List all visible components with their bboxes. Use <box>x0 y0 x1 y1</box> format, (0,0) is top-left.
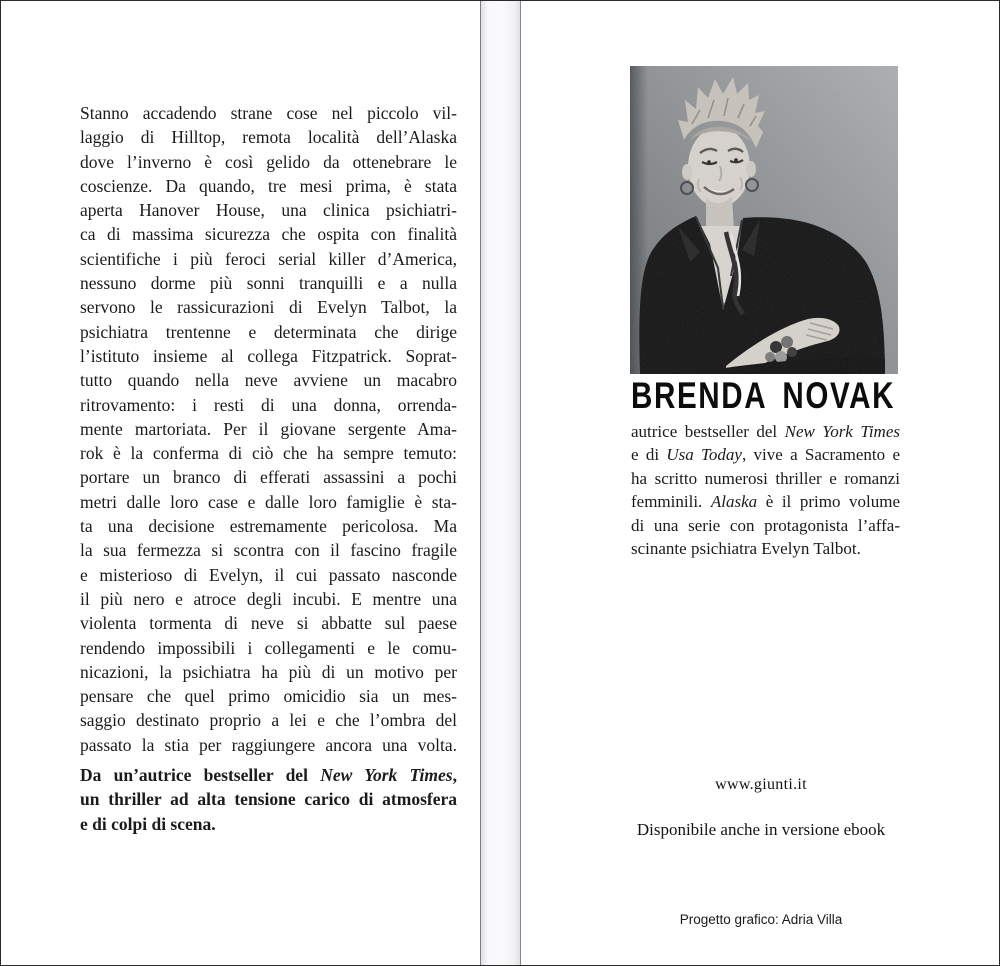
text-line: servono le rassicurazioni di Evelyn Talbot, la <box>80 297 457 318</box>
text-line: aperta Hanover House, una clinica psichiatri- <box>80 200 457 221</box>
design-credit: Progetto grafico: Adria Villa <box>679 912 843 927</box>
text-line: Stanno accadendo strane cose nel piccolo vil- <box>80 103 457 123</box>
text-line: nessuno dorme più sonni tranquilli e a nulla <box>80 273 457 294</box>
ebook-note: Disponibile anche in versione ebook <box>636 820 886 839</box>
text-line: la sua fermezza si scontra con il fascino fragile <box>80 540 457 561</box>
text-line: dove l’inverno è così gelido da ottenebrare le <box>80 151 457 172</box>
text-line: laggio di Hilltop, remota località dell’Alaska <box>80 127 457 148</box>
text-line: ta una decisione estremamente pericolosa. Ma <box>80 516 457 537</box>
text-line: metri dalle loro case e dalle loro famiglie è sta- <box>80 491 457 512</box>
text-line: portare un branco di efferati assassini a pochi <box>80 467 457 488</box>
text-line: e di Usa Today, vive a Sacramento e <box>631 445 900 465</box>
text-line: autrice bestseller del New York Times <box>631 422 900 441</box>
text-line: nicazioni, la psichiatra ha più di un motivo per <box>80 661 457 682</box>
text-line: rendendo impossibili i collegamenti e le comu- <box>80 637 457 658</box>
synopsis-paragraph <box>80 101 457 757</box>
author-name: BRENDA NOVAK <box>631 375 896 416</box>
text-line: coscienze. Da quando, tre mesi prima, è stata <box>80 175 457 196</box>
text-line: di una serie con protagonista l’affa- <box>631 515 900 535</box>
text-line: psichiatra trentenne e determinata che dirige <box>80 321 457 342</box>
text-line: un thriller ad alta tensione carico di atmosfera <box>80 789 457 810</box>
text-line: femminili. Alaska è il primo volume <box>631 492 901 512</box>
text-line: scientifiche i più feroci serial killer d’America, <box>80 248 457 269</box>
text-line: ca di massima sicurezza che ospita con finalità <box>80 224 457 245</box>
text-line: passato la stia per raggiungere ancora una volta. <box>80 734 457 755</box>
author-photo <box>630 66 898 374</box>
text-line: il più nero e atroce degli incubi. E mentre una <box>80 588 457 609</box>
text-line: ritrovamento: i resti di una donna, orrenda- <box>80 394 457 415</box>
text-line: mente martoriata. Per il giovane sergente Ama- <box>80 418 457 439</box>
text-line: saggio destinato proprio a lei e che l’ombra del <box>80 710 457 731</box>
tagline-paragraph <box>80 763 457 836</box>
text-line: violenta tormenta di neve si abbatte sul paese <box>80 613 457 634</box>
text-line: l’istituto insieme al collega Fitzpatrick. Soprat- <box>80 345 457 366</box>
text-line: e di colpi di scena. <box>80 813 216 834</box>
text-line: pensare che quel primo omicidio sia un mes- <box>80 686 457 707</box>
photo-grain <box>630 66 898 374</box>
text-line: ha scritto numerosi thriller e romanzi <box>631 468 900 488</box>
text-line: Da un’autrice bestseller del New York Times, <box>80 765 457 785</box>
text-line: tutto quando nella neve avviene un macabro <box>80 370 457 391</box>
author-bio <box>631 420 900 560</box>
author-name-block <box>631 375 899 416</box>
spine-gutter <box>480 1 521 965</box>
text-line: scinante psichiatra Evelyn Talbot. <box>631 539 861 559</box>
text-line: rok è la conferma di ciò che ha sempre temuto: <box>80 443 457 464</box>
publisher-website: www.giunti.it <box>715 776 807 793</box>
text-line: e misterioso di Evelyn, il cui passato nasconde <box>80 564 457 585</box>
